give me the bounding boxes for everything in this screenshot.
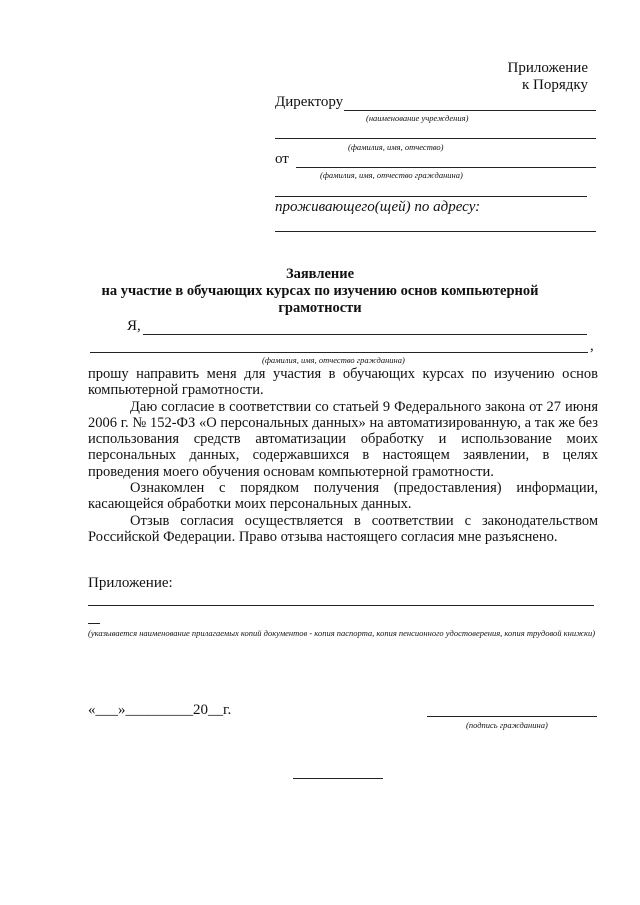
citizen-extra-field[interactable] <box>275 196 587 197</box>
paragraph-consent: Даю согласие в соответствии со статьей 9 Федерального закона от 27 июня 2006 г. № 152-ФЗ «О персональных данных» на автоматизированную, а так же без использования средств автоматизации обработку и использование моих персональных данных, содержавшихся в настоящем заявлении, в целях проведения моего обучения основам компьютерной грамотности. <box>88 398 598 480</box>
citizen-name-hint: (фамилия, имя, отчество гражданина) <box>320 170 463 180</box>
signature-field[interactable] <box>427 716 597 717</box>
institution-hint: (наименование учреждения) <box>366 113 469 123</box>
attachment-field[interactable] <box>88 605 594 606</box>
paragraph-revocation: Отзыв согласия осуществляется в соответствии с законодательством Российской Федерации. Право отзыва настоящего согласия мне разъяснено. <box>88 512 598 545</box>
director-name-hint: (фамилия, имя, отчество) <box>348 142 444 152</box>
institution-field[interactable] <box>344 110 596 111</box>
applicant-name-field[interactable] <box>143 334 587 335</box>
title-line-2: на участие в обучающих курсах по изучению основ компьютерной <box>101 283 539 299</box>
date-field[interactable]: «___»_________20__г. <box>88 702 232 718</box>
attachment-note: (указывается наименование прилагаемых копий документов - копия паспорта, копия пенсионного удостоверения, копия трудовой книжки) <box>88 628 596 638</box>
director-name-field[interactable] <box>275 138 596 139</box>
attachment-label: Приложение: <box>88 575 173 591</box>
citizen-name-field[interactable] <box>296 167 596 168</box>
applicant-name-field-2[interactable] <box>90 352 588 353</box>
director-label: Директору <box>275 94 344 110</box>
appendix-reference <box>507 60 588 94</box>
bottom-divider <box>293 778 383 779</box>
paragraph-acknowledgement: Ознакомлен с порядком получения (предоставления) информации, касающейся обработки моих персональных данных. <box>88 480 598 513</box>
address-label: проживающего(щей) по адресу: <box>275 199 481 215</box>
ya-label: Я, <box>127 318 141 334</box>
signature-hint: (подпись гражданина) <box>466 720 548 730</box>
comma: , <box>590 338 594 354</box>
appendix-line-1: Приложение <box>507 60 588 76</box>
statement-body <box>88 366 598 545</box>
appendix-line-2: к Порядку <box>522 77 588 93</box>
title-line-1: Заявление <box>285 266 355 282</box>
document-title <box>0 266 640 317</box>
title-line-3: грамотности <box>278 300 362 316</box>
paragraph-request: прошу направить меня для участия в обучающих курсах по изучению основ компьютерной грамотности. <box>88 366 598 399</box>
address-field[interactable] <box>275 231 596 232</box>
applicant-name-hint: (фамилия, имя, отчество гражданина) <box>262 355 405 365</box>
from-label: от <box>275 151 289 167</box>
attachment-field-2[interactable] <box>88 623 100 624</box>
